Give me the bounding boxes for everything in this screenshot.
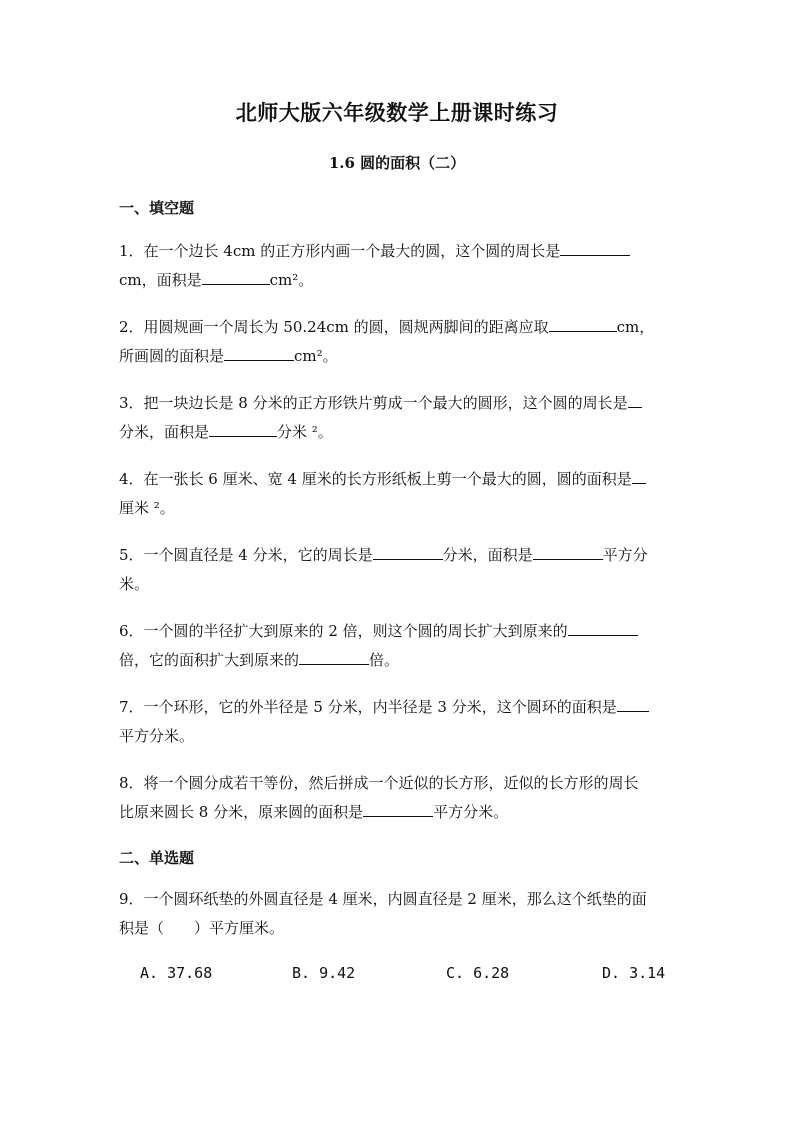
question-5-text: 分米，面积是	[442, 546, 533, 564]
answer-blank[interactable]	[202, 267, 270, 285]
answer-blank[interactable]	[549, 314, 617, 332]
question-2-unit: cm²。	[294, 347, 338, 365]
lesson-subtitle: 1.6 圆的面积（二）	[328, 154, 466, 172]
answer-blank[interactable]	[224, 343, 294, 361]
answer-blank[interactable]	[568, 618, 638, 636]
answer-blank[interactable]	[363, 799, 433, 817]
question-5-unit: 平方分	[602, 546, 648, 564]
question-2	[119, 313, 679, 371]
question-6	[119, 617, 679, 675]
choice-d[interactable]: D. 3.14	[602, 964, 666, 982]
question-7-unit: 平方分米。	[119, 727, 195, 745]
answer-blank[interactable]	[209, 419, 277, 437]
question-8	[119, 769, 679, 827]
question-1-text: cm，面积是	[119, 271, 202, 289]
question-3	[119, 389, 679, 447]
question-6-text: 倍，它的面积扩大到原来的	[119, 651, 300, 669]
question-5-unit: 米。	[119, 575, 150, 593]
question-5	[119, 541, 679, 599]
question-5-text: 5．一个圆直径是 4 分米，它的周长是	[119, 546, 373, 564]
question-9	[119, 885, 679, 943]
question-6-unit: 倍。	[369, 651, 400, 669]
choice-b[interactable]: B. 9.42	[292, 964, 356, 982]
question-9-text: 积是（ ）平方厘米。	[119, 919, 285, 937]
answer-blank[interactable]	[560, 238, 630, 256]
question-3-text: 3．把一块边长是 8 分米的正方形铁片剪成一个最大的圆形，这个圆的周长是	[119, 394, 628, 412]
answer-blank[interactable]	[617, 694, 649, 712]
question-7	[119, 693, 679, 751]
question-7-text: 7．一个环形，它的外半径是 5 分米，内半径是 3 分米，这个圆环的面积是	[119, 698, 617, 716]
page-title: 北师大版六年级数学上册课时练习	[235, 100, 559, 125]
choice-a[interactable]: A. 37.68	[140, 964, 213, 982]
question-4	[119, 465, 679, 523]
question-3-unit: 分米 ²。	[277, 423, 333, 441]
choice-c[interactable]: C. 6.28	[446, 964, 510, 982]
question-6-text: 6．一个圆的半径扩大到原来的 2 倍，则这个圆的周长扩大到原来的	[119, 622, 568, 640]
question-3-text: 分米，面积是	[119, 423, 210, 441]
question-1	[119, 237, 679, 295]
answer-blank[interactable]	[533, 542, 603, 560]
question-1-text: 1．在一个边长 4cm 的正方形内画一个最大的圆，这个圆的周长是	[119, 242, 561, 260]
answer-blank[interactable]	[299, 647, 369, 665]
question-8-unit: 平方分米。	[433, 803, 509, 821]
question-9-text: 9．一个圆环纸垫的外圆直径是 4 厘米，内圆直径是 2 厘米，那么这个纸垫的面	[119, 890, 647, 908]
question-4-text: 4．在一张长 6 厘米、宽 4 厘米的长方形纸板上剪一个最大的圆，圆的面积是	[119, 470, 632, 488]
question-8-text: 8．将一个圆分成若干等份，然后拼成一个近似的长方形，近似的长方形的周长	[119, 774, 639, 792]
question-2-text: 2．用圆规画一个周长为 50.24cm 的圆，圆规两脚间的距离应取	[119, 318, 549, 336]
question-2-text: 所画圆的面积是	[119, 347, 225, 365]
question-1-unit: cm²。	[269, 271, 314, 289]
section-heading-fill-blank: 一、填空题	[119, 199, 195, 217]
question-4-unit: 厘米 ²。	[119, 499, 175, 517]
answer-blank[interactable]	[373, 542, 443, 560]
answer-blank[interactable]	[628, 390, 642, 408]
question-8-text: 比原来圆长 8 分米，原来圆的面积是	[119, 803, 364, 821]
question-2-unit: cm，	[616, 318, 655, 336]
answer-blank[interactable]	[632, 466, 646, 484]
section-heading-single-choice: 二、单选题	[119, 849, 195, 867]
